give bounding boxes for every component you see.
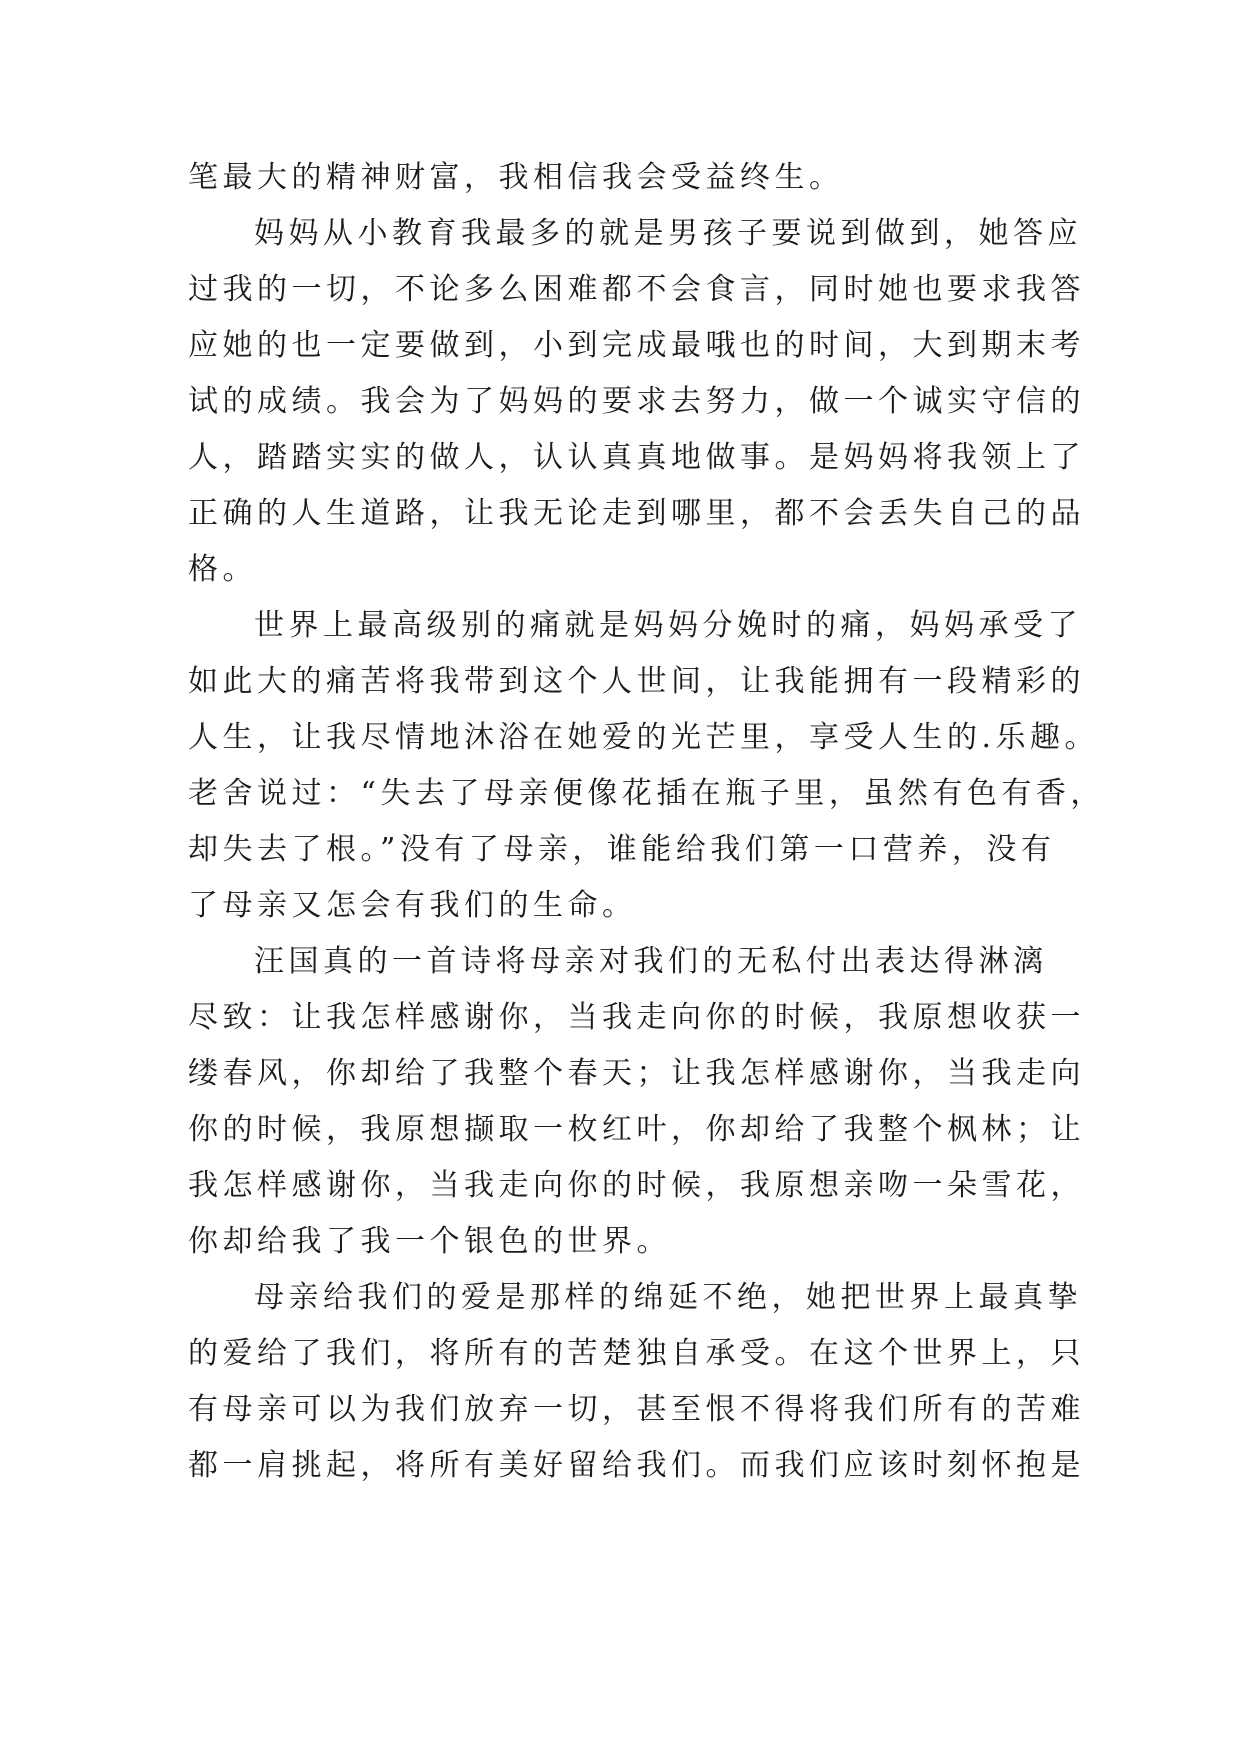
text-line: 母亲给我们的爱是那样的绵延不绝，她把世界上最真挚: [254, 1280, 1082, 1315]
text-line: 我怎样感谢你，当我走向你的时候，我原想亲吻一朵雪花，: [188, 1168, 1085, 1203]
text-line: 的爱给了我们，将所有的苦楚独自承受。在这个世界上，只: [188, 1336, 1085, 1371]
paragraph: [188, 594, 1105, 938]
text-line: 世界上最高级别的痛就是妈妈分娩时的痛，妈妈承受了: [254, 608, 1082, 643]
text-line: 有母亲可以为我们放弃一切，甚至恨不得将我们所有的苦难: [188, 1392, 1085, 1427]
text-line: 却失去了根。”没有了母亲，谁能给我们第一口营养，没有: [188, 832, 1056, 867]
document-body: [188, 154, 1105, 1498]
text-line: 汪国真的一首诗将母亲对我们的无私付出表达得淋漓: [254, 944, 1048, 979]
text-line: 笔最大的精神财富，我相信我会受益终生。: [188, 160, 844, 195]
text-line: 了母亲又怎会有我们的生命。: [188, 888, 637, 923]
text-line: 过我的一切，不论多么困难都不会食言，同时她也要求我答: [188, 272, 1085, 307]
text-line: 人，踏踏实实的做人，认认真真地做事。是妈妈将我领上了: [188, 440, 1085, 475]
text-line: 试的成绩。我会为了妈妈的要求去努力，做一个诚实守信的: [188, 384, 1085, 419]
paragraph: [188, 930, 1085, 1274]
paragraph: [188, 202, 1085, 602]
text-line: 缕春风，你却给了我整个春天；让我怎样感谢你，当我走向: [188, 1056, 1085, 1091]
paragraph: [188, 146, 1058, 210]
text-line: 如此大的痛苦将我带到这个人世间，让我能拥有一段精彩的: [188, 664, 1085, 699]
text-line: 妈妈从小教育我最多的就是男孩子要说到做到，她答应: [254, 216, 1082, 251]
text-line: 你却给我了我一个银色的世界。: [188, 1224, 671, 1259]
text-line: 都一肩挑起，将所有美好留给我们。而我们应该时刻怀抱是: [188, 1448, 1085, 1483]
text-line: 你的时候，我原想撷取一枚红叶，你却给了我整个枫林；让: [188, 1112, 1085, 1147]
text-line: 尽致：让我怎样感谢你，当我走向你的时候，我原想收获一: [188, 1000, 1085, 1035]
text-line: 老舍说过：“失去了母亲便像花插在瓶子里，虽然有色有香，: [188, 776, 1105, 811]
text-line: 格。: [188, 552, 257, 587]
text-line: 应她的也一定要做到，小到完成最哦也的时间，大到期末考: [188, 328, 1085, 363]
paragraph: [188, 1266, 1085, 1498]
text-line: 正确的人生道路，让我无论走到哪里，都不会丢失自己的品: [188, 496, 1085, 531]
text-line: 人生，让我尽情地沐浴在她爱的光芒里，享受人生的.乐趣。: [188, 720, 1100, 755]
